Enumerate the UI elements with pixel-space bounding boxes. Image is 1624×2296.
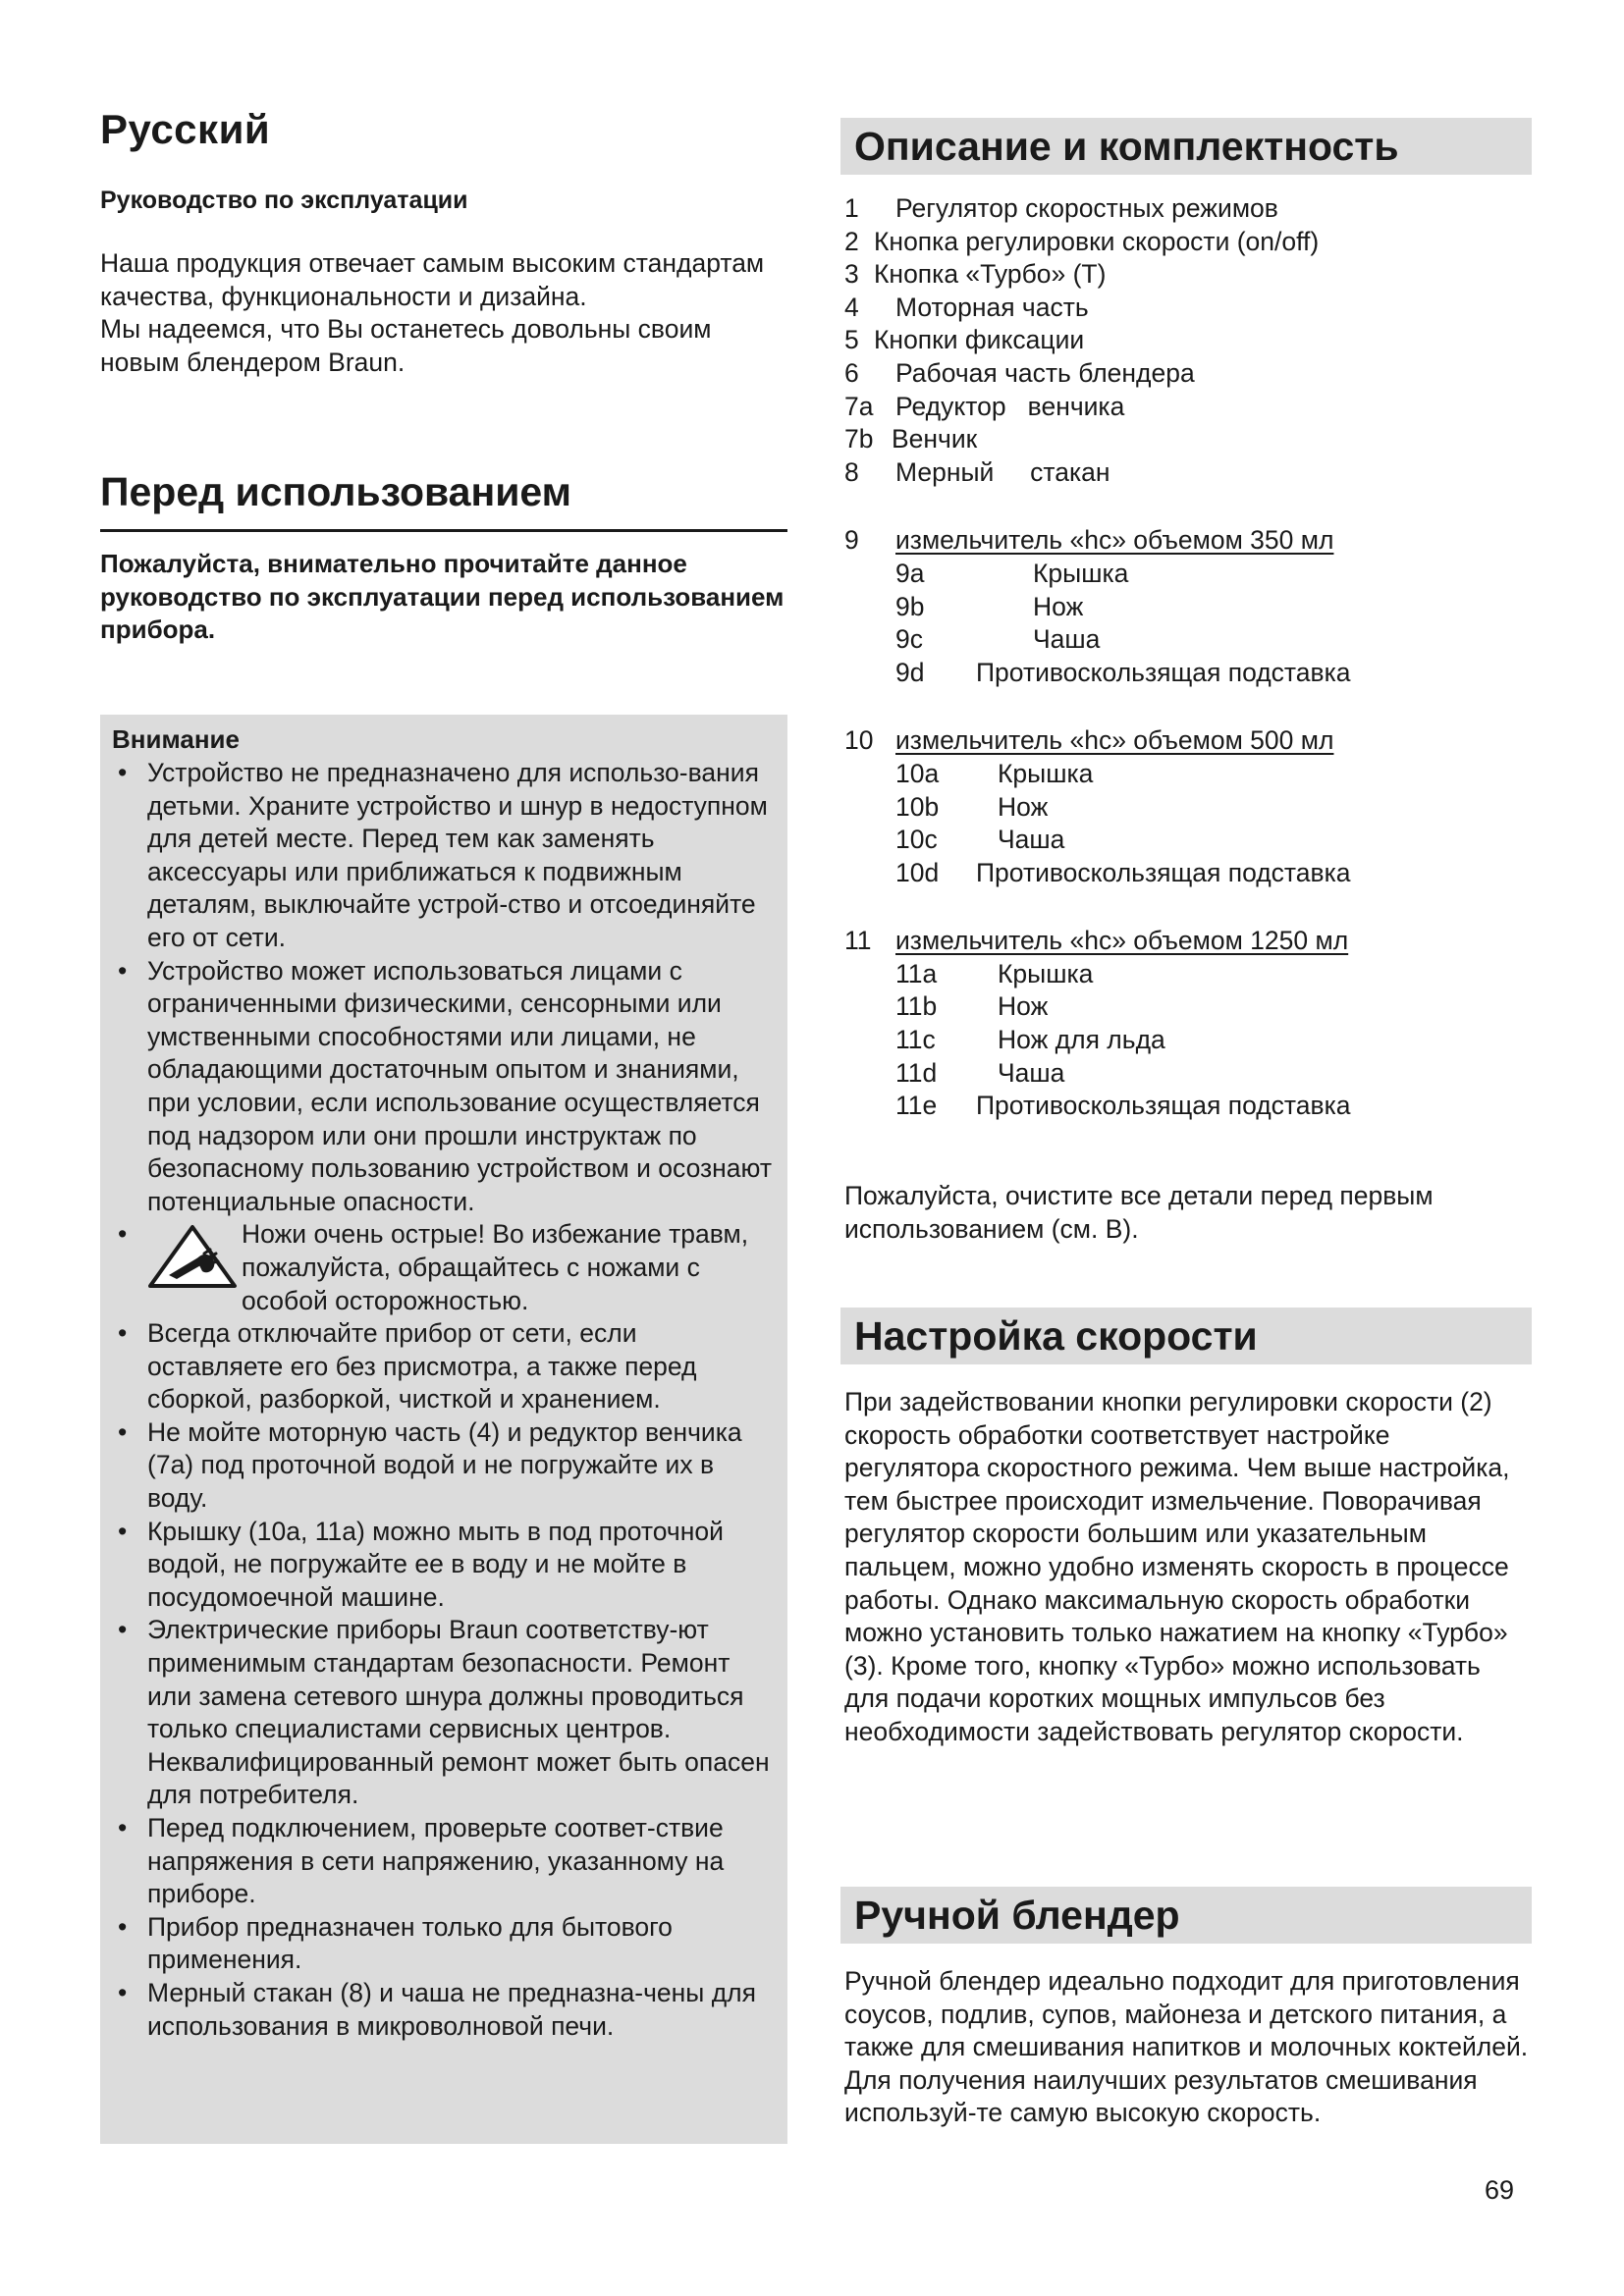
item-number: 11e bbox=[895, 1091, 938, 1121]
warning-item-text: • Ножи очень острые! Во избежание травм, пожалуйста, обращайтесь с ножами с особой осторожностью. bbox=[242, 1219, 749, 1315]
item-number: 11c bbox=[895, 1025, 936, 1055]
chopper-item bbox=[844, 758, 1532, 791]
speed-text: При задействовании кнопки регулировки скорости (2) скорость обработки соответствует настройке регулятора скоростного режима. Чем выше настройка, тем быстрее происходит измельчение. Поворачивая регулятор скорости большим или указательным пальцем, можно удобно изменять скорость в процессе работы. Однако максимальную скорость обработки можно установить только нажатием на кнопку «Турбо» (3). Кроме того, кнопку «Турбо» можно использовать для подачи коротких мощных импульсов без необходимости задействовать регулятор скорости. bbox=[844, 1387, 1510, 1746]
part-number: 1 bbox=[844, 193, 859, 223]
part-label: Венчик bbox=[892, 424, 978, 454]
part-label: Кнопки фиксации bbox=[874, 325, 1085, 355]
item-number: 10a bbox=[895, 758, 940, 788]
warning-item: • Мерный стакан (8) и чаша не предназна-чены для использования в микроволновой печи. bbox=[112, 1977, 780, 2043]
item-number: 9b bbox=[895, 591, 925, 621]
item-label: Чаша bbox=[1033, 624, 1101, 655]
part-row bbox=[844, 192, 1532, 226]
item-number: 11d bbox=[895, 1057, 938, 1088]
item-label: Нож bbox=[998, 991, 1049, 1022]
before-use-heading: Перед использованием bbox=[100, 469, 787, 532]
intro-paragraph: Мы надеемся, что Вы останетесь довольны своим новым блендером Braun. bbox=[100, 314, 712, 377]
chopper-header bbox=[844, 724, 1532, 758]
chopper-item bbox=[844, 1090, 1532, 1123]
intro-paragraph: Наша продукция отвечает самым высоким стандартам качества, функциональности и дизайна. bbox=[100, 248, 765, 311]
chopper-item bbox=[844, 958, 1532, 991]
warning-item: • Крышку (10a, 11a) можно мыть в под проточной водой, не погружайте ее в воду и не мойте в посудомоечной машине. bbox=[112, 1516, 780, 1615]
manual-title: Руководство по эксплуатации bbox=[100, 187, 468, 214]
part-number: 6 bbox=[844, 357, 859, 388]
warning-item: • Всегда отключайте прибор от сети, если оставляете его без присмотра, а также перед сборкой, разборкой, чисткой и хранением. bbox=[112, 1317, 780, 1416]
intro-text bbox=[100, 247, 787, 379]
chopper-header bbox=[844, 925, 1532, 958]
part-number: 5 bbox=[844, 325, 859, 355]
warning-list bbox=[112, 757, 780, 2043]
item-label: Нож для льда bbox=[998, 1025, 1165, 1055]
item-label: Крышка bbox=[998, 958, 1094, 988]
chopper-item bbox=[844, 657, 1532, 690]
chopper-item bbox=[844, 990, 1532, 1024]
part-label: Кнопка «Турбо» (T) bbox=[874, 259, 1107, 290]
part-number: 3 bbox=[844, 259, 859, 290]
item-number: 11a bbox=[895, 958, 938, 988]
warning-item-knives bbox=[112, 1218, 780, 1317]
parts-list bbox=[844, 192, 1532, 1123]
item-label: Крышка bbox=[1033, 558, 1129, 588]
description-heading: Описание и комплектность bbox=[840, 118, 1532, 175]
warning-item: • Не мойте моторную часть (4) и редуктор венчика (7a) под проточной водой и не погружайте их в воду. bbox=[112, 1416, 780, 1516]
chopper-item bbox=[844, 824, 1532, 857]
part-row bbox=[844, 391, 1532, 424]
chopper-title: измельчитель «hc» объемом 500 мл bbox=[895, 725, 1334, 756]
warning-item: • Устройство может использоваться лицами с ограниченными физическими, сенсорными или умственными способностями или лицами, не обладающими достаточным опытом и знаниями, при условии, если использование осуществляется под надзором или они прошли инструктаж по безопасному пользованию устройством и осознают потенциальные опасности. bbox=[112, 955, 780, 1219]
item-label: Нож bbox=[998, 791, 1049, 822]
item-number: 10b bbox=[895, 791, 940, 822]
part-number: 7a bbox=[844, 391, 874, 421]
part-number: 4 bbox=[844, 292, 859, 322]
item-label: Противоскользящая подставка bbox=[976, 657, 1351, 687]
part-number: 7b bbox=[844, 424, 874, 454]
item-label: Противоскользящая подставка bbox=[976, 1091, 1351, 1121]
blender-heading: Ручной блендер bbox=[840, 1887, 1532, 1944]
part-label: Рабочая часть блендера bbox=[895, 357, 1195, 388]
warning-item: • Устройство не предназначено для использо-вания детьми. Храните устройство и шнур в недоступном для детей месте. Перед тем как заменять аксессуары или приближаться к подвижным деталям, выключайте устрой-ство и отсоединяйте его от сети. bbox=[112, 757, 780, 955]
part-row bbox=[844, 292, 1532, 325]
warning-title: Внимание bbox=[112, 724, 240, 754]
part-row bbox=[844, 357, 1532, 391]
part-number: 8 bbox=[844, 456, 859, 487]
item-label: Противоскользящая подставка bbox=[976, 857, 1351, 887]
chopper-item bbox=[844, 623, 1532, 657]
part-label: Редуктор венчика bbox=[895, 391, 1125, 421]
item-label: Нож bbox=[1033, 591, 1084, 621]
warning-item: • Электрические приборы Braun соответству-ют применимым стандартам безопасности. Ремонт или замена сетевого шнура должны проводиться только специалистами сервисных центров. Неквалифицированный ремонт может быть опасен для потребителя. bbox=[112, 1614, 780, 1812]
item-number: 9a bbox=[895, 558, 925, 588]
part-row bbox=[844, 324, 1532, 357]
chopper-number: 9 bbox=[844, 525, 859, 556]
item-number: 11b bbox=[895, 991, 938, 1022]
item-label: Чаша bbox=[998, 1057, 1065, 1088]
part-row bbox=[844, 258, 1532, 292]
part-row bbox=[844, 423, 1532, 456]
item-number: 9c bbox=[895, 624, 923, 655]
chopper-number: 10 bbox=[844, 725, 874, 756]
chopper-item bbox=[844, 791, 1532, 825]
chopper-item bbox=[844, 857, 1532, 890]
chopper-title: измельчитель «hc» объемом 1250 мл bbox=[895, 926, 1349, 956]
chopper-item bbox=[844, 591, 1532, 624]
item-label: Чаша bbox=[998, 825, 1065, 855]
knife-warning-icon bbox=[147, 1224, 238, 1289]
chopper-number: 11 bbox=[844, 926, 872, 956]
part-label: Моторная часть bbox=[895, 292, 1089, 322]
chopper-item bbox=[844, 558, 1532, 591]
part-label: Кнопка регулировки скорости (on/off) bbox=[874, 226, 1320, 256]
part-row bbox=[844, 226, 1532, 259]
chopper-title: измельчитель «hc» объемом 350 мл bbox=[895, 525, 1334, 556]
blender-text: Ручной блендер идеально подходит для приготовления соусов, подлив, супов, майонеза и детского питания, а также для смешивания напитков и молочных коктейлей. Для получения наилучших результатов смешивания используй-те самую высокую скорость. bbox=[844, 1966, 1529, 2128]
item-label: Крышка bbox=[998, 758, 1094, 788]
item-number: 10d bbox=[895, 857, 940, 887]
part-row bbox=[844, 456, 1532, 490]
language-title: Русский bbox=[100, 106, 271, 152]
chopper-item bbox=[844, 1057, 1532, 1091]
part-label: Мерный стакан bbox=[895, 456, 1110, 487]
part-label: Регулятор скоростных режимов bbox=[895, 193, 1278, 223]
chopper-item bbox=[844, 1024, 1532, 1057]
warning-item: • Прибор предназначен только для бытового применения. bbox=[112, 1911, 780, 1977]
warning-box bbox=[100, 715, 787, 2144]
speed-heading: Настройка скорости bbox=[840, 1308, 1532, 1364]
warning-item: • Перед подключением, проверьте соответ-ствие напряжения в сети напряжению, указанному на приборе. bbox=[112, 1812, 780, 1911]
page-number: 69 bbox=[1485, 2175, 1515, 2205]
chopper-header bbox=[844, 524, 1532, 558]
part-number: 2 bbox=[844, 226, 859, 256]
item-number: 9d bbox=[895, 657, 925, 687]
item-number: 10c bbox=[895, 825, 938, 855]
clean-note: Пожалуйста, очистите все детали перед первым использованием (см. B). bbox=[844, 1181, 1434, 1244]
before-use-notice: Пожалуйста, внимательно прочитайте данное руководство по эксплуатации перед использованием прибора. bbox=[100, 549, 785, 644]
